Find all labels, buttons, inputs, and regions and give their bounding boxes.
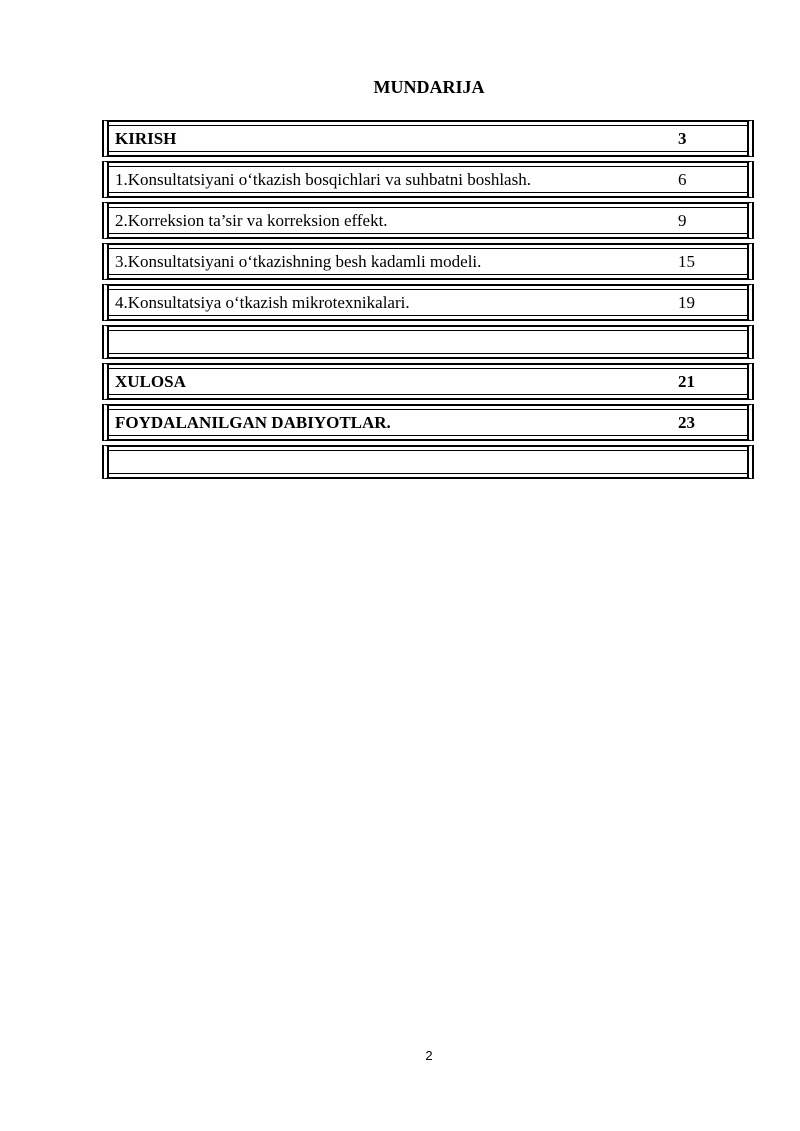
toc-entry-page: 19 — [678, 293, 695, 312]
toc-row-conclusion[interactable] — [102, 363, 754, 400]
toc-entry-label: FOYDALANILGAN DABIYOTLAR. — [115, 413, 391, 432]
toc-row-empty — [102, 325, 754, 359]
toc-entry-label: 3.Konsultatsiyani o‘tkazishning besh kadamli modeli. — [115, 252, 482, 271]
toc-entry-label: KIRISH — [115, 129, 177, 148]
toc-entry-label: 1.Konsultatsiyani o‘tkazish bosqichlari va suhbatni boshlash. — [115, 170, 531, 189]
toc-entry-page: 6 — [678, 170, 687, 189]
toc-entry-page: 23 — [678, 413, 695, 432]
toc-row-references[interactable] — [102, 404, 754, 441]
toc-row-chapter-2[interactable] — [102, 202, 754, 239]
toc-entry-page: 3 — [678, 129, 687, 148]
table-of-contents — [102, 120, 754, 483]
toc-entry-page: 15 — [678, 252, 695, 271]
toc-row-empty — [102, 445, 754, 479]
page-number: 2 — [425, 1048, 433, 1063]
toc-entry-page: 21 — [678, 372, 695, 391]
page-title: MUNDARIJA — [373, 77, 485, 97]
toc-entry-label: XULOSA — [115, 372, 186, 391]
toc-row-chapter-3[interactable] — [102, 243, 754, 280]
toc-row-chapter-1[interactable] — [102, 161, 754, 198]
toc-entry-label: 4.Konsultatsiya o‘tkazish mikrotexnikalari. — [115, 293, 410, 312]
toc-entry-page: 9 — [678, 211, 687, 230]
toc-entry-label: 2.Korreksion ta’sir va korreksion effekt. — [115, 211, 388, 230]
toc-row-introduction[interactable] — [102, 120, 754, 157]
toc-row-chapter-4[interactable] — [102, 284, 754, 321]
